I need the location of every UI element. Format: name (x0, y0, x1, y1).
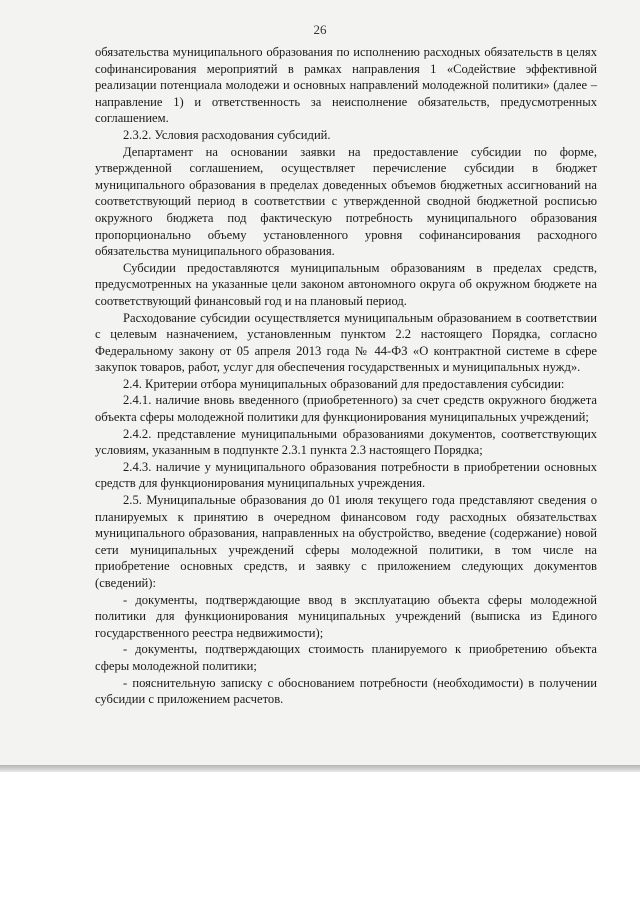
list-item-documents-commissioning: - документы, подтверждающие ввод в эксплуатацию объекта сферы молодежной политики для функционирования муниципальных учреждений (выписка из Единого государственного реестра недвижимости); (95, 592, 597, 640)
document-body (95, 44, 597, 708)
section-heading-2-3-2: 2.3.2. Условия расходования субсидий. (123, 127, 331, 142)
section-2-5: 2.5. Муниципальные образования до 01 июля текущего года представляют сведения о планируемых к принятию в очередном финансовом году расходных обязательствах муниципального образования, направленных на обустройство, введение (содержание) новой сети муниципальных учреждений сферы молодежной политики, в том числе на приобретение основных средств, и заявку с приложением следующих документов (сведений): (95, 493, 597, 590)
paragraph-spending: Расходование субсидии осуществляется муниципальным образованием в соответствии с целевым назначением, установленным пунктом 2.2 настоящего Порядка, согласно Федеральному закону от 05 апреля 2013 года № 44-ФЗ «О контрактной системе в сфере закупок товаров, работ, услуг для обеспечения государственных и муниципальных нужд». (95, 310, 597, 375)
section-heading-2-4: 2.4. Критерии отбора муниципальных образований для предоставления субсидии: (123, 376, 565, 391)
paragraph-continuation: обязательства муниципального образования по исполнению расходных обязательств в целях софинансирования мероприятий в рамках направления 1 «Содействие эффективной реализации потенциала молодежи и основных направлений молодежной политики» (далее – направление 1) и ответственность за неисполнение обязательств, предусмотренных соглашением. (95, 45, 597, 126)
criterion-2-4-3: 2.4.3. наличие у муниципального образования потребности в приобретении основных средств для функционирования муниципальных учреждения. (95, 459, 597, 491)
criterion-2-4-1: 2.4.1. наличие вновь введенного (приобретенного) за счет средств окружного бюджета объекта сферы молодежной политики для функционирования муниципальных учреждений; (95, 393, 597, 425)
page-number: 26 (313, 22, 327, 37)
list-item-documents-cost: - документы, подтверждающих стоимость планируемого к приобретению объекта сферы молодежной политики; (95, 642, 597, 673)
list-item-explanatory-note: - пояснительную записку с обоснованием потребности (необходимости) в получении субсидии с приложением расчетов. (95, 675, 597, 707)
paragraph-transfer-procedure: Департамент на основании заявки на предоставление субсидии по форме, утвержденной соглашением, осуществляет перечисление субсидии в бюджет муниципального образования в пределах доведенных объемов бюджетных ассигнований на соответствующий период в соответствии с утвержденной сводной бюджетной росписью окружного бюджета под фактическую потребность муниципального образования пропорционально объему установленного уровня софинансирования расходного обязательства муниципального образования. (95, 144, 597, 259)
scan-edge-shadow (0, 765, 640, 772)
criterion-2-4-2: 2.4.2. представление муниципальными образованиями документов, соответствующих условиям, указанным в подпункте 2.3.1 пункта 2.3 настоящего Порядка; (95, 426, 597, 458)
paragraph-subsidy-limits: Субсидии предоставляются муниципальным образованиям в пределах средств, предусмотренных на указанные цели законом автономного округа об окружном бюджете на соответствующий финансовый год и на плановый период. (95, 260, 597, 308)
